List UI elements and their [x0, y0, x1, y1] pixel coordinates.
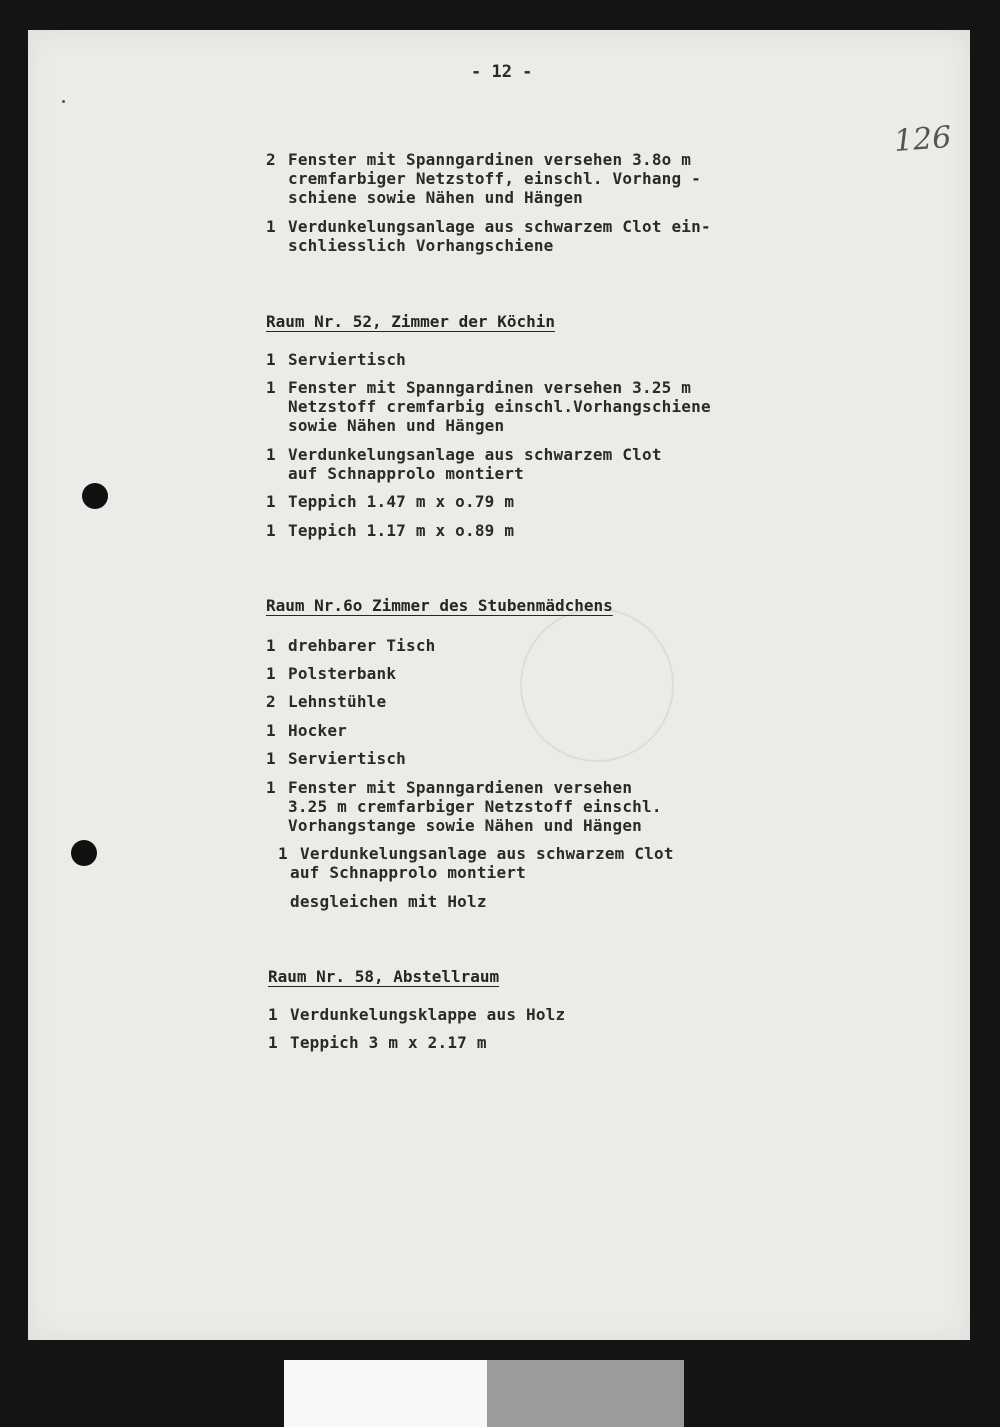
item-line: Teppich 3 m x 2.17 m	[290, 1033, 487, 1052]
page-number: - 12 -	[471, 62, 533, 82]
item-qty: 1	[266, 378, 276, 397]
handwritten-folio-number: 126	[892, 120, 953, 159]
speck	[62, 100, 65, 103]
item-qty: 1	[266, 492, 276, 511]
faded-stamp	[520, 608, 674, 762]
item-qty: 1	[266, 636, 276, 655]
item-line: Fenster mit Spanngardinen versehen 3.25 m	[288, 378, 692, 397]
item-line: Verdunkelungsklappe aus Holz	[290, 1005, 566, 1024]
item-line: sowie Nähen und Hängen	[288, 416, 505, 435]
item-line: Fenster mit Spanngardienen versehen	[288, 778, 633, 797]
item-line: Verdunkelungsanlage aus schwarzem Clot	[288, 445, 662, 464]
item-qty: 1	[268, 1005, 278, 1024]
item-line: Serviertisch	[288, 749, 406, 768]
item-qty: 1	[266, 350, 276, 369]
item-line: Lehnstühle	[288, 692, 387, 711]
section-heading: Raum Nr.6o Zimmer des Stubenmädchens	[266, 596, 613, 615]
item-line: Hocker	[288, 721, 347, 740]
item-qty: 1	[266, 521, 276, 540]
section-heading: Raum Nr. 52, Zimmer der Köchin	[266, 312, 555, 331]
item-line: Teppich 1.47 m x o.79 m	[288, 492, 515, 511]
item-line: Vorhangstange sowie Nähen und Hängen	[288, 816, 642, 835]
item-line: 3.25 m cremfarbiger Netzstoff einschl.	[288, 797, 662, 816]
item-line: desgleichen mit Holz	[290, 892, 487, 911]
item-line: Netzstoff cremfarbig einschl.Vorhangschiene	[288, 397, 711, 416]
punch-hole-bottom	[71, 840, 97, 866]
item-qty: 1	[266, 721, 276, 740]
item-line: Serviertisch	[288, 350, 406, 369]
punch-hole-top	[82, 483, 108, 509]
item-qty: 1	[268, 1033, 278, 1052]
calibration-strip-gray	[487, 1360, 684, 1427]
item-qty: 1	[266, 445, 276, 464]
item-line: Polsterbank	[288, 664, 397, 683]
item-qty: 1	[266, 664, 276, 683]
document-page	[28, 30, 970, 1340]
item-line: Teppich 1.17 m x o.89 m	[288, 521, 515, 540]
item-qty: 2	[266, 150, 276, 169]
section-heading: Raum Nr. 58, Abstellraum	[268, 967, 500, 986]
item-qty: 1	[266, 778, 276, 797]
item-line: cremfarbiger Netzstoff, einschl. Vorhang -	[288, 169, 701, 188]
item-line: Verdunkelungsanlage aus schwarzem Clot ein-	[288, 217, 711, 236]
item-line: auf Schnapprolo montiert	[288, 464, 524, 483]
item-line: drehbarer Tisch	[288, 636, 436, 655]
item-qty: 1	[266, 217, 276, 236]
item-line: auf Schnapprolo montiert	[290, 863, 526, 882]
item-line: schliesslich Vorhangschiene	[288, 236, 554, 255]
item-qty: 1	[278, 844, 288, 863]
item-line: Fenster mit Spanngardinen versehen 3.8o m	[288, 150, 692, 169]
calibration-strip-white	[284, 1360, 487, 1427]
item-line: Verdunkelungsanlage aus schwarzem Clot	[300, 844, 674, 863]
item-qty: 1	[266, 749, 276, 768]
item-qty: 2	[266, 692, 276, 711]
item-line: schiene sowie Nähen und Hängen	[288, 188, 583, 207]
